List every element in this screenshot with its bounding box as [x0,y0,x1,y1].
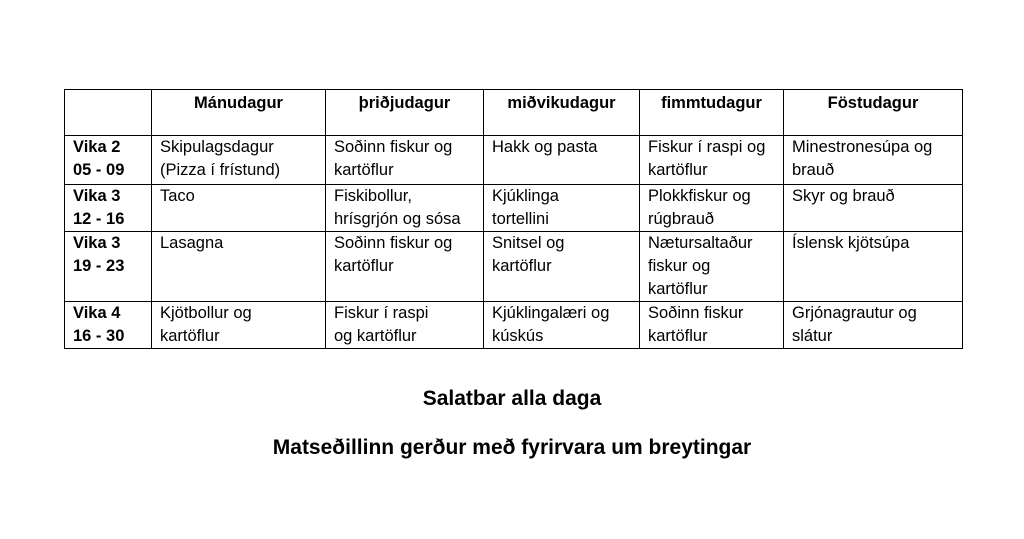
week-dates: 16 - 30 [73,327,125,345]
week-cell [65,136,152,185]
menu-text: kartöflur [648,161,708,179]
header-tuesday: þriðjudagur [326,90,484,136]
menu-text: Grjónagrautur og [792,304,917,322]
week-dates: 05 - 09 [73,161,125,179]
menu-cell-monday [152,232,326,302]
menu-cell-wednesday [484,302,640,349]
header-monday: Mánudagur [152,90,326,136]
menu-text: Kjötbollur og [160,304,252,322]
header-wednesday: miðvikudagur [484,90,640,136]
menu-text: (Pizza í frístund) [160,161,281,179]
menu-text: kúskús [492,327,544,345]
week-cell [65,302,152,349]
menu-text: kartöflur [334,161,394,179]
header-week-corner [65,90,152,136]
header-row [65,90,963,136]
menu-text: kartöflur [334,257,394,275]
menu-text: slátur [792,327,833,345]
table-row [65,185,963,232]
menu-cell-tuesday [326,302,484,349]
week-label: Vika 4 [73,304,121,322]
week-label: Vika 3 [73,187,121,205]
menu-text: kartöflur [492,257,552,275]
menu-cell-monday [152,136,326,185]
week-dates: 19 - 23 [73,257,125,275]
menu-text: Kjúklingalæri og [492,304,610,322]
menu-text: kartöflur [648,327,708,345]
menu-cell-friday [784,185,963,232]
lunch-menu-table [64,89,963,349]
menu-text: kartöflur [160,327,220,345]
menu-cell-thursday [640,185,784,232]
menu-text: Kjúklinga [492,187,559,205]
menu-cell-tuesday [326,185,484,232]
menu-cell-wednesday [484,136,640,185]
menu-text: Nætursaltaður [648,234,753,252]
menu-text: Fiskibollur, [334,187,412,205]
menu-text: Snitsel og [492,234,565,252]
menu-text: Hakk og pasta [492,138,598,156]
menu-text: kartöflur [648,280,708,298]
menu-text: Minestronesúpa og [792,138,933,156]
week-cell [65,232,152,302]
menu-cell-wednesday [484,185,640,232]
week-dates: 12 - 16 [73,210,125,228]
menu-cell-tuesday [326,136,484,185]
menu-text: Fiskur í raspi [334,304,429,322]
table-row [65,302,963,349]
week-label: Vika 2 [73,138,121,156]
menu-text: tortellini [492,210,549,228]
table-row [65,136,963,185]
menu-disclaimer: Matseðillinn gerður með fyrirvara um breytingar [272,436,752,459]
header-thursday: fimmtudagur [640,90,784,136]
menu-text: Soðinn fiskur [648,304,744,322]
menu-text: Skyr og brauð [792,187,895,205]
menu-text: Lasagna [160,234,224,252]
menu-text: brauð [792,161,835,179]
menu-text: rúgbrauð [648,210,715,228]
header-friday: Föstudagur [784,90,963,136]
menu-cell-friday [784,232,963,302]
menu-cell-monday [152,185,326,232]
menu-cell-thursday [640,232,784,302]
salad-bar-note: Salatbar alla daga [422,387,602,410]
week-label: Vika 3 [73,234,121,252]
menu-text: Skipulagsdagur [160,138,274,156]
menu-cell-friday [784,136,963,185]
menu-text: Íslensk kjötsúpa [792,234,910,252]
menu-text: og kartöflur [334,327,417,345]
menu-cell-tuesday [326,232,484,302]
menu-cell-thursday [640,136,784,185]
menu-text: Plokkfiskur og [648,187,751,205]
menu-text: Taco [160,187,195,205]
week-cell [65,185,152,232]
menu-text: fiskur og [648,257,711,275]
menu-cell-monday [152,302,326,349]
menu-cell-friday [784,302,963,349]
menu-text: Soðinn fiskur og [334,138,453,156]
menu-text: Soðinn fiskur og [334,234,453,252]
menu-text: Fiskur í raspi og [648,138,766,156]
menu-cell-wednesday [484,232,640,302]
menu-cell-thursday [640,302,784,349]
table-row [65,232,963,302]
menu-text: hrísgrjón og sósa [334,210,461,228]
